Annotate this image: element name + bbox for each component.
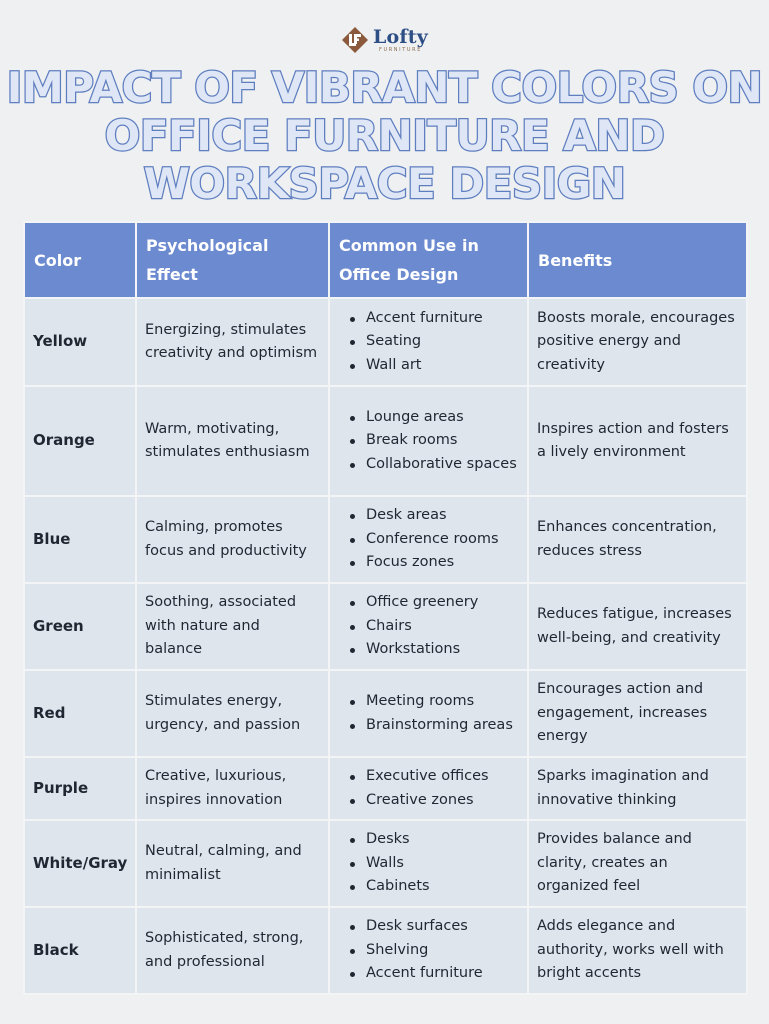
table-header-row [24,222,747,298]
list-item: Office greenery [338,591,519,615]
table-row [24,386,747,496]
common-use-list [329,298,528,386]
benefits: Adds elegance and authority, works well with bright accents [528,907,747,994]
psychological-effect: Calming, promotes focus and productivity [136,496,329,583]
common-use-list [329,907,528,994]
list-item: Seating [338,330,519,354]
benefits: Enhances concentration, reduces stress [528,496,747,583]
color-impact-table [23,221,748,995]
psychological-effect: Creative, luxurious, inspires innovation [136,757,329,820]
color-name: Green [24,583,136,670]
list-item: Walls [338,852,519,876]
table-row [24,907,747,994]
color-name: White/Gray [24,820,136,907]
psychological-effect: Warm, motivating, stimulates enthusiasm [136,386,329,496]
benefits: Reduces fatigue, increases well-being, and creativity [528,583,747,670]
list-item: Shelving [338,939,519,963]
color-name: Blue [24,496,136,583]
header-color: Color [24,222,136,298]
color-name: Orange [24,386,136,496]
brand-logo [0,26,769,54]
list-item: Wall art [338,354,519,378]
color-name: Purple [24,757,136,820]
list-item: Brainstorming areas [338,714,519,738]
list-item: Desk areas [338,504,519,528]
table-row [24,496,747,583]
list-item: Lounge areas [338,406,519,430]
table-row [24,298,747,386]
page-title: IMPACT OF VIBRANT COLORS ON OFFICE FURNITURE AND WORKSPACE DESIGN [6,63,763,208]
benefits: Encourages action and engagement, increases energy [528,670,747,757]
list-item: Accent furniture [338,962,519,986]
list-item: Conference rooms [338,528,519,552]
list-item: Desk surfaces [338,915,519,939]
lofty-logo-icon [341,26,369,54]
header-benefits: Benefits [528,222,747,298]
brand-subtitle: FURNITURE [379,46,422,53]
psychological-effect: Soothing, associated with nature and balance [136,583,329,670]
table-row [24,583,747,670]
list-item: Focus zones [338,551,519,575]
header-psychological-effect: Psychological Effect [136,222,329,298]
list-item: Meeting rooms [338,690,519,714]
psychological-effect: Neutral, calming, and minimalist [136,820,329,907]
color-name: Red [24,670,136,757]
color-name: Yellow [24,298,136,386]
common-use-list [329,496,528,583]
list-item: Desks [338,828,519,852]
list-item: Collaborative spaces [338,453,519,477]
header-common-use: Common Use in Office Design [329,222,528,298]
list-item: Cabinets [338,875,519,899]
common-use-list [329,583,528,670]
table-row [24,820,747,907]
list-item: Accent furniture [338,307,519,331]
common-use-list [329,670,528,757]
psychological-effect: Energizing, stimulates creativity and optimism [136,298,329,386]
common-use-list [329,820,528,907]
benefits: Provides balance and clarity, creates an organized feel [528,820,747,907]
list-item: Chairs [338,615,519,639]
psychological-effect: Stimulates energy, urgency, and passion [136,670,329,757]
brand-name: Lofty [372,25,429,48]
benefits: Boosts morale, encourages positive energy and creativity [528,298,747,386]
common-use-list [329,757,528,820]
benefits: Inspires action and fosters a lively environment [528,386,747,496]
table-row [24,757,747,820]
color-name: Black [24,907,136,994]
list-item: Workstations [338,638,519,662]
list-item: Break rooms [338,429,519,453]
benefits: Sparks imagination and innovative thinking [528,757,747,820]
common-use-list [329,386,528,496]
list-item: Executive offices [338,765,519,789]
list-item: Creative zones [338,789,519,813]
table-row [24,670,747,757]
psychological-effect: Sophisticated, strong, and professional [136,907,329,994]
